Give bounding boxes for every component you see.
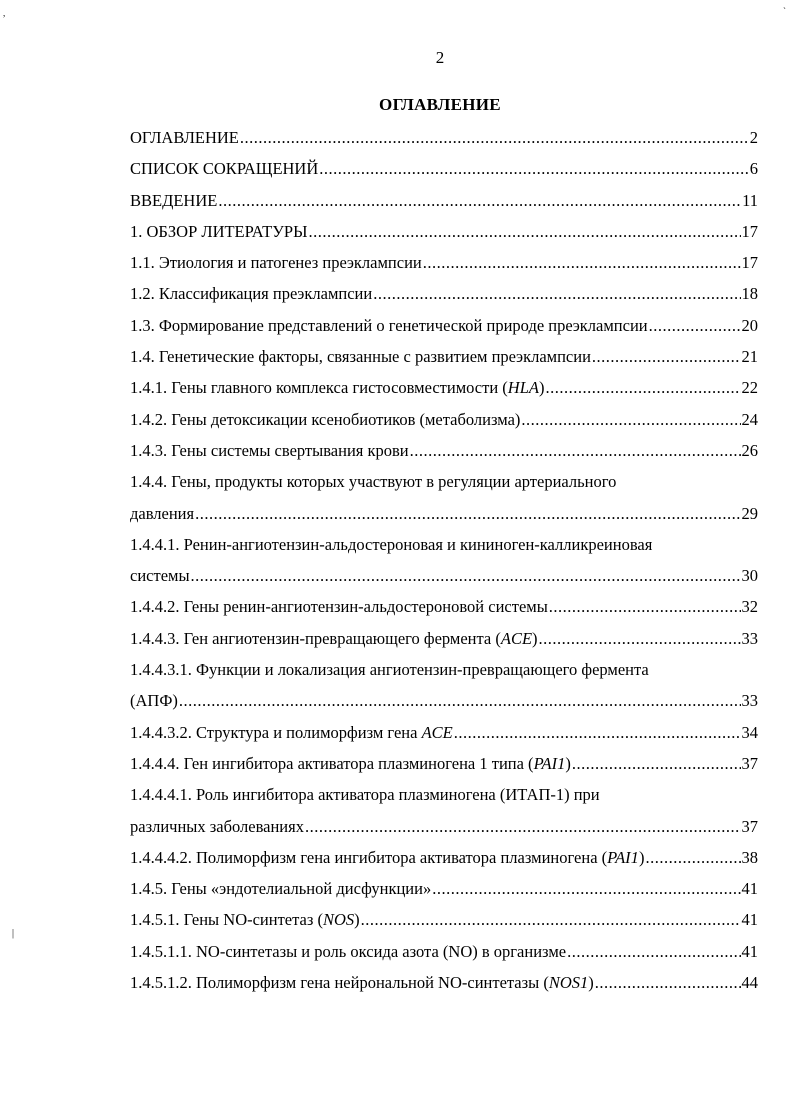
toc-entry-first-line[interactable]: 1.4.4. Гены, продукты которых участвуют в регуляции артериального (130, 472, 617, 492)
toc-entry[interactable]: системы ..... 30 (130, 560, 758, 591)
toc-entry[interactable]: давления ..... 29 (130, 498, 758, 529)
toc-entry[interactable]: 1.4. Генетические факторы, связанные с развитием преэклампсии ..... 21 (130, 341, 758, 372)
toc-entry[interactable]: 1.4.4.2. Гены ренин-ангиотензин-альдостероновой системы ..... 32 (130, 591, 758, 622)
scan-artifact: | (12, 928, 15, 939)
toc-entry[interactable]: 1.4.4.3.2. Структура и полиморфизм гена ACE ..... 34 (130, 717, 758, 748)
toc-entry-first-line[interactable]: 1.4.4.1. Ренин-ангиотензин-альдостероновая и кининоген-калликреиновая (130, 534, 653, 554)
toc-entry[interactable]: 1.4.2. Гены детоксикации ксенобиотиков (метаболизма) ..... 24 (130, 404, 758, 435)
toc-entry-first-line[interactable]: 1.4.4.3.1. Функции и локализация ангиотензин-превращающего фермента (130, 660, 649, 680)
page-number: 2 (435, 48, 445, 67)
toc-entry-first-line[interactable]: 1.4.4.4.1. Роль ингибитора активатора плазминогена (ИТАП-1) при (130, 785, 600, 805)
toc-entry[interactable]: ВВЕДЕНИЕ ..... 11 (130, 185, 758, 216)
toc-entry[interactable]: 1.2. Классификация преэклампсии ..... 18 (130, 278, 758, 309)
toc-entry[interactable]: 1.4.3. Гены системы свертывания крови ..... 26 (130, 435, 758, 466)
toc-entry[interactable]: 1.4.5.1.2. Полиморфизм гена нейрональной NO-синтетазы (NOS1) ..... 44 (130, 967, 758, 998)
toc-entry[interactable]: 1.1. Этиология и патогенез преэклампсии ..... 17 (130, 247, 758, 278)
toc-entry[interactable]: 1.4.1. Гены главного комплекса гистосовместимости (HLA) ..... 22 (130, 372, 758, 403)
toc-entry[interactable]: 1.4.4.4. Ген ингибитора активатора плазминогена 1 типа (PAI1) ..... 37 (130, 748, 758, 779)
toc-entry[interactable]: 1.4.4.3. Ген ангиотензин-превращающего фермента (ACE) ..... 33 (130, 623, 758, 654)
toc-entry[interactable]: ОГЛАВЛЕНИЕ ..... 2 (130, 122, 758, 153)
toc-entry[interactable]: 1.4.4.4.2. Полиморфизм гена ингибитора активатора плазминогена (PAI1) ..... 38 (130, 842, 758, 873)
scan-artifact: ` (783, 6, 786, 16)
toc-entry[interactable]: (АПФ) ..... 33 (130, 685, 758, 716)
table-of-contents (130, 122, 758, 998)
toc-entry[interactable]: 1. ОБЗОР ЛИТЕРАТУРЫ ..... 17 (130, 216, 758, 247)
toc-entry[interactable]: 1.4.5. Гены «эндотелиальной дисфункции» ..... 41 (130, 873, 758, 904)
toc-entry[interactable]: 1.3. Формирование представлений о генетической природе преэклампсии ..... 20 (130, 310, 758, 341)
toc-entry[interactable]: 1.4.5.1.1. NO-синтетазы и роль оксида азота (NO) в организме ..... 41 (130, 936, 758, 967)
toc-entry[interactable]: 1.4.5.1. Гены NO-синтетаз (NOS) ..... 41 (130, 904, 758, 935)
toc-entry[interactable]: различных заболеваниях ..... 37 (130, 811, 758, 842)
scan-artifact: , (3, 8, 6, 18)
toc-title: ОГЛАВЛЕНИЕ (379, 95, 501, 114)
toc-entry[interactable]: СПИСОК СОКРАЩЕНИЙ ..... 6 (130, 153, 758, 184)
